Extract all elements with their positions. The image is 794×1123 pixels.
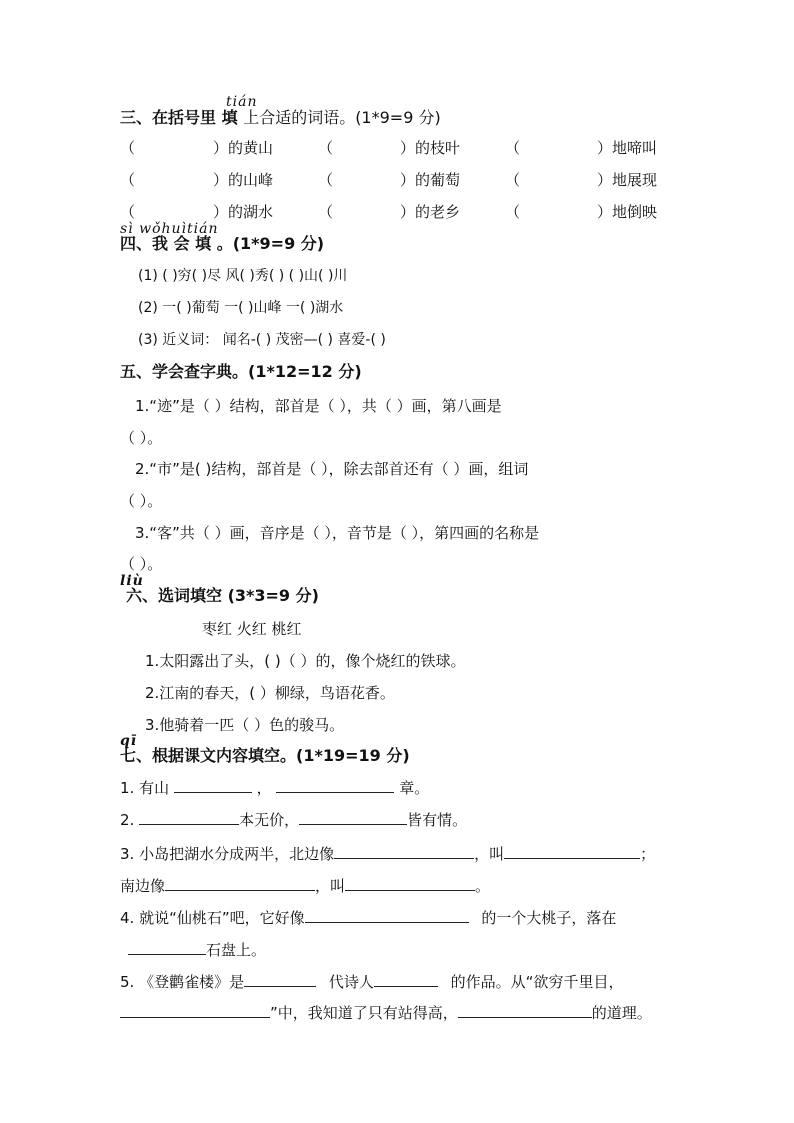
fill-item: ）的山峰 (213, 171, 274, 189)
q5-text-d: ”中，我知道了只有站得高， (270, 1004, 458, 1022)
section-3-title-a: 三、在括号里 (120, 108, 217, 127)
pinyin-tian: tián (226, 94, 258, 110)
section-4-title: 四、我 会 填 。(1*9=9 分) (120, 234, 325, 253)
q3-text-e: ，叫 (315, 877, 346, 895)
paren-open: （ (318, 203, 334, 221)
section-6-title: 六、选词填空 (3*3=9 分) (126, 586, 319, 605)
q5-text-a: 5. 《登鹳雀楼》是 (120, 973, 245, 991)
blank[interactable] (128, 946, 206, 955)
paren-open: （ (505, 203, 521, 221)
q1-text-c: 章。 (399, 779, 430, 797)
blank[interactable] (345, 876, 475, 891)
section-3-title-c: 上合适的词语。(1*9=9 分) (243, 108, 441, 127)
paren-open: （ (120, 171, 136, 189)
fill-item: ）的黄山 (213, 139, 274, 157)
section-7-q3 (120, 844, 655, 864)
fill-item: ）的葡萄 (400, 171, 461, 189)
pinyin-wohuitian: sì wǒhuìtián (120, 221, 219, 237)
blank[interactable] (276, 784, 394, 793)
section-7-q5-cont (120, 1003, 652, 1023)
blank[interactable] (120, 1009, 270, 1018)
section-6-line-1: 1.太阳露出了头，( )（ ）的，像个烧红的铁球。 (145, 652, 466, 670)
blank[interactable] (334, 844, 474, 859)
fill-item: ）的枝叶 (400, 139, 461, 157)
q2-text-c: 皆有情。 (407, 811, 468, 829)
section-5-line-2: 2.“市”是( )结构，部首是（ ），除去部首还有（ ）画，组词 (135, 460, 529, 478)
paren-open: （ (318, 139, 334, 157)
section-7-q5 (120, 972, 623, 992)
blank[interactable] (504, 844, 640, 859)
blank[interactable] (165, 876, 315, 891)
q5-text-b: 代诗人 (328, 973, 374, 991)
section-6-line-3: 3.他骑着一匹（ ）色的骏马。 (145, 716, 345, 734)
q4-text-c: 石盘上。 (206, 941, 267, 959)
paren-open: （ (120, 203, 136, 221)
section-7-q4-cont (128, 940, 266, 960)
paren-open: （ (120, 139, 136, 157)
paren-open: （ (505, 139, 521, 157)
section-6-word-bank: 枣红 火红 桃红 (202, 620, 302, 638)
q3-text-a: 3. 小岛把湖水分成两半，北边像 (120, 845, 335, 863)
blank[interactable] (299, 810, 407, 825)
section-7-q2 (120, 810, 467, 830)
section-7-q4 (120, 908, 616, 928)
blank[interactable] (139, 810, 239, 825)
blank[interactable] (305, 914, 469, 923)
blank[interactable] (458, 1009, 592, 1018)
section-3-title-b: 填 (221, 108, 238, 127)
q4-text-b: 的一个大桃子，落在 (481, 909, 617, 927)
q1-text-a: 1. 有山 (120, 779, 170, 797)
fill-item: ）地啼叫 (597, 139, 658, 157)
section-6-line-2: 2.江南的春天，( ）柳绿，鸟语花香。 (145, 684, 395, 702)
section-7-q1 (120, 778, 429, 798)
section-5-line-3: 3.“客”共（ ）画，音序是（ ），音节是（ ），第四画的名称是 (135, 524, 540, 542)
q1-text-b: ， (256, 779, 272, 797)
q2-text-a: 2. (120, 811, 135, 829)
section-5-line-1: 1.“迹”是（ ）结构，部首是（ ），共（ ）画，第八画是 (135, 397, 502, 415)
section-5-line-2b: （ ）。 (120, 492, 163, 510)
blank[interactable] (174, 784, 252, 793)
fill-item: ）地倒映 (597, 203, 658, 221)
blank[interactable] (244, 978, 316, 987)
blank[interactable] (374, 978, 438, 987)
section-4-line-2: (2) 一( )葡萄 一( )山峰 一( )湖水 (138, 300, 344, 316)
section-7-title: 七、根据课文内容填空。(1*19=19 分) (120, 746, 410, 765)
section-7-q3-cont (120, 876, 490, 896)
fill-item: ）的老乡 (400, 203, 461, 221)
q3-text-f: 。 (475, 877, 491, 895)
section-5-title: 五、学会查字典。(1*12=12 分) (120, 362, 362, 381)
q3-text-c: ； (640, 845, 656, 863)
section-3-title (120, 108, 441, 128)
pinyin-qi: qī (120, 733, 138, 749)
section-4-line-3: (3) 近义词： 闻名-( ) 茂密—( ) 喜爱-( ) (138, 332, 386, 348)
q5-text-c: 的作品。从“欲穷千里目， (450, 973, 624, 991)
section-5-line-1b: （ ）。 (120, 429, 163, 447)
q2-text-b: 本无价， (239, 811, 300, 829)
paren-open: （ (505, 171, 521, 189)
q3-text-b: ，叫 (474, 845, 505, 863)
section-4-line-1: (1) ( )穷( )尽 风( )秀( ) ( )山( )川 (138, 268, 348, 284)
q4-text-a: 4. 就说“仙桃石”吧，它好像 (120, 909, 305, 927)
q5-text-e: 的道理。 (591, 1004, 652, 1022)
pinyin-liu: liù (120, 573, 144, 589)
section-5-line-3b: （ ）。 (120, 555, 163, 573)
fill-item: ）的湖水 (213, 203, 274, 221)
fill-item: ）地展现 (597, 171, 658, 189)
paren-open: （ (318, 171, 334, 189)
q3-text-d: 南边像 (120, 877, 166, 895)
